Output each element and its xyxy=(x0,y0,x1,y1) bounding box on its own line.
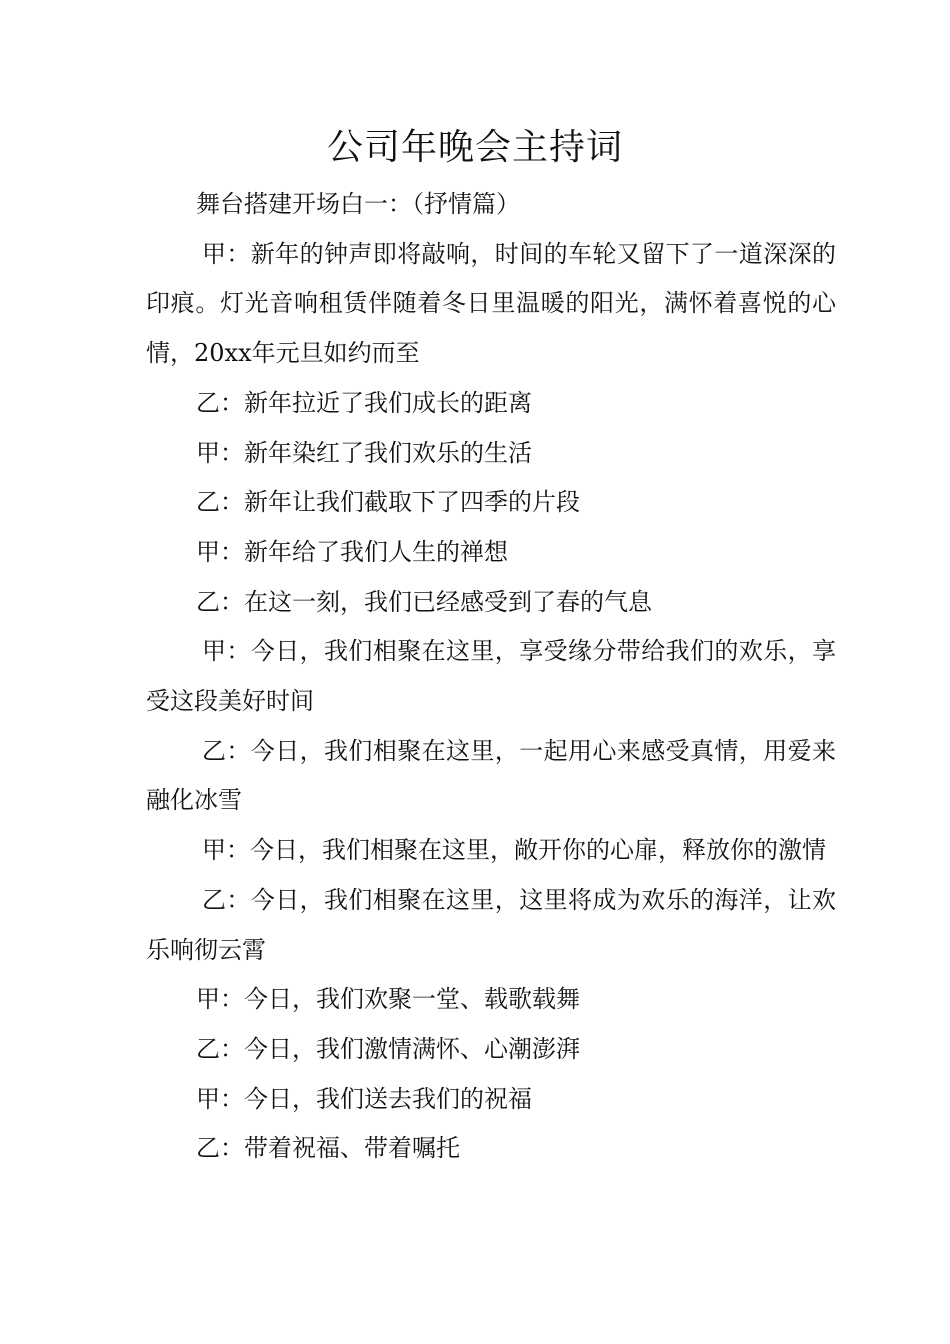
paragraph: 乙：今日，我们相聚在这里，一起用心来感受真情，用爱来融化冰雪 xyxy=(146,736,836,815)
paragraph: 甲：今日，我们欢聚一堂、载歌载舞 xyxy=(196,985,580,1014)
paragraph: 乙：新年让我们截取下了四季的片段 xyxy=(196,488,580,517)
paragraph: 甲：今日，我们相聚在这里，享受缘分带给我们的欢乐，享受这段美好时间 xyxy=(146,637,836,716)
paragraph: 甲：新年给了我们人生的禅想 xyxy=(196,537,508,566)
paragraph: 甲：今日，我们送去我们的祝福 xyxy=(196,1084,532,1113)
paragraph: 乙：新年拉近了我们成长的距离 xyxy=(196,388,532,417)
paragraph: 乙：带着祝福、带着嘱托 xyxy=(196,1134,460,1163)
document-title: 公司年晚会主持词 xyxy=(326,127,623,168)
paragraph: 甲：新年染红了我们欢乐的生活 xyxy=(196,438,532,467)
paragraph: 乙：今日，我们激情满怀、心潮澎湃 xyxy=(196,1034,580,1063)
paragraph: 甲：今日，我们相聚在这里，敞开你的心扉，释放你的激情 xyxy=(202,836,826,865)
paragraph: 乙：在这一刻，我们已经感受到了春的气息 xyxy=(196,587,652,616)
document-body xyxy=(146,180,836,1174)
paragraph: 甲：新年的钟声即将敲响，时间的车轮又留下了一道深深的印痕。灯光音响租赁伴随着冬日里温暖的阳光，满怀着喜悦的心情，20xx年元旦如约而至 xyxy=(146,239,836,368)
paragraph-intro: 舞台搭建开场白一：（抒情篇） xyxy=(196,190,520,218)
paragraph: 乙：今日，我们相聚在这里，这里将成为欢乐的海洋，让欢乐响彻云霄 xyxy=(146,885,836,964)
